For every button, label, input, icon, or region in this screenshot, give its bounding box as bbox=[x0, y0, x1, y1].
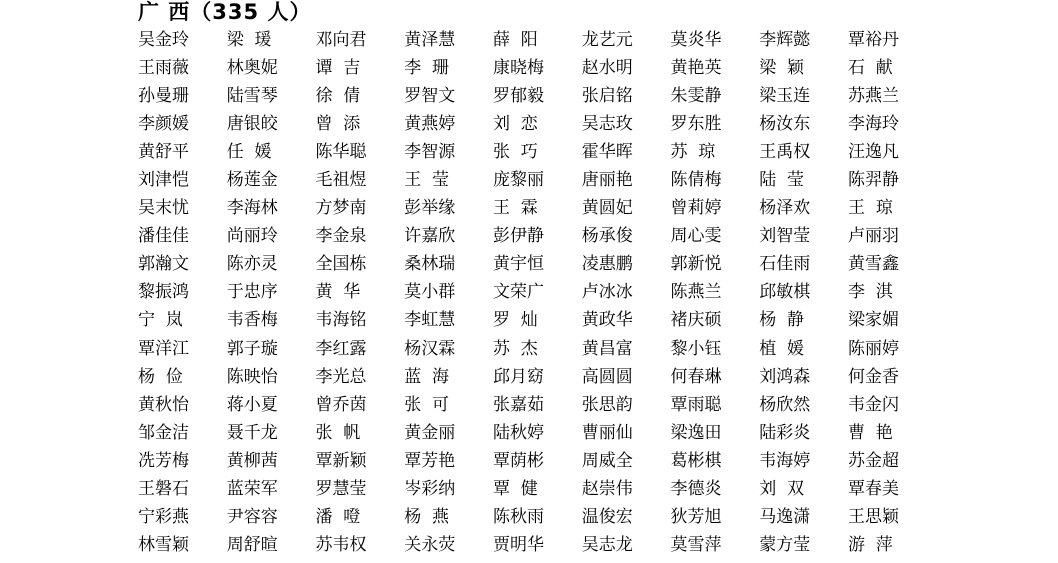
name-entry: 赵水明 bbox=[581, 58, 633, 79]
name-entry: 李虹慧 bbox=[404, 310, 456, 331]
name-entry: 罗郁毅 bbox=[493, 86, 544, 107]
name-entry: 梁 瑗 bbox=[226, 30, 272, 51]
name-entry: 陆雪琴 bbox=[226, 86, 278, 107]
name-entry: 覃裕丹 bbox=[848, 30, 899, 51]
name-entry: 康晓梅 bbox=[493, 58, 544, 79]
name-entry: 梁家媚 bbox=[848, 310, 899, 331]
name-entry: 黄泽慧 bbox=[404, 30, 456, 51]
name-entry: 方梦南 bbox=[315, 198, 367, 219]
name-entry: 邓向君 bbox=[315, 30, 367, 51]
name-entry: 孙曼珊 bbox=[138, 86, 189, 107]
name-entry: 王磐石 bbox=[138, 478, 189, 499]
name-entry: 凌惠鹏 bbox=[581, 254, 633, 275]
name-entry: 全国栋 bbox=[315, 254, 367, 275]
name-entry: 张 帆 bbox=[315, 422, 361, 443]
name-entry: 韦海婷 bbox=[759, 450, 811, 471]
name-entry: 覃 健 bbox=[493, 478, 538, 499]
name-entry: 高圆圆 bbox=[581, 366, 633, 387]
name-entry: 吴金玲 bbox=[138, 30, 189, 51]
name-entry: 关永荧 bbox=[404, 534, 456, 555]
name-entry: 覃荫彬 bbox=[493, 450, 544, 471]
name-entry: 苏金超 bbox=[848, 450, 899, 471]
name-entry: 李海玲 bbox=[848, 114, 899, 135]
name-entry: 李智源 bbox=[404, 142, 456, 163]
name-entry: 杨 燕 bbox=[404, 506, 450, 527]
name-entry: 曾 添 bbox=[315, 114, 361, 135]
name-entry: 石 献 bbox=[848, 58, 893, 79]
name-entry: 杨承俊 bbox=[581, 226, 633, 247]
name-entry: 吴末忧 bbox=[138, 198, 189, 219]
name-entry: 曾莉婷 bbox=[670, 198, 722, 219]
name-entry: 游 萍 bbox=[848, 534, 893, 555]
name-entry: 莫小群 bbox=[404, 282, 456, 303]
name-entry: 黄金丽 bbox=[404, 422, 456, 443]
name-entry: 桑林瑞 bbox=[404, 254, 456, 275]
name-entry: 龙艺元 bbox=[581, 30, 633, 51]
name-entry: 陈华聪 bbox=[315, 142, 367, 163]
name-entry: 林雪颖 bbox=[138, 534, 189, 555]
name-entry: 狄芳旭 bbox=[670, 506, 722, 527]
name-entry: 吴志龙 bbox=[581, 534, 633, 555]
name-entry: 卢冰冰 bbox=[581, 282, 633, 303]
name-entry: 黄雪鑫 bbox=[848, 254, 899, 275]
name-entry: 杨欣然 bbox=[759, 394, 811, 415]
name-entry: 潘佳佳 bbox=[138, 226, 189, 247]
name-entry: 郭新悦 bbox=[670, 254, 722, 275]
name-entry: 林奥妮 bbox=[226, 58, 278, 79]
name-entry: 韦金闪 bbox=[848, 394, 899, 415]
name-entry: 曹 艳 bbox=[848, 422, 893, 443]
name-entry: 曹丽仙 bbox=[581, 422, 633, 443]
name-entry: 覃洋江 bbox=[138, 338, 189, 359]
name-entry: 黄政华 bbox=[581, 310, 633, 331]
name-entry: 黄宇恒 bbox=[493, 254, 544, 275]
name-entry: 黄燕婷 bbox=[404, 114, 456, 135]
name-entry: 曾乔茵 bbox=[315, 394, 367, 415]
name-entry: 聂千龙 bbox=[226, 422, 278, 443]
name-entry: 李颜媛 bbox=[138, 114, 189, 135]
name-entry: 周心雯 bbox=[670, 226, 722, 247]
name-entry: 何金香 bbox=[848, 366, 899, 387]
name-entry: 罗 灿 bbox=[493, 310, 538, 331]
name-entry: 陈羿静 bbox=[848, 170, 899, 191]
name-entry: 邱月窈 bbox=[493, 366, 544, 387]
name-entry: 黎小钰 bbox=[670, 338, 722, 359]
name-entry: 李 淇 bbox=[848, 282, 893, 303]
name-entry: 韦海铭 bbox=[315, 310, 367, 331]
name-entry: 黄柳茜 bbox=[226, 450, 278, 471]
name-entry: 宁 岚 bbox=[138, 310, 183, 331]
name-entry: 陈倩梅 bbox=[670, 170, 722, 191]
name-entry: 唐银皎 bbox=[226, 114, 278, 135]
name-entry: 覃芳艳 bbox=[404, 450, 456, 471]
name-entry: 张 巧 bbox=[493, 142, 538, 163]
name-entry: 陆彩炎 bbox=[759, 422, 811, 443]
section-heading: 广 西（335 人） bbox=[138, 0, 312, 24]
name-entry: 莫雪萍 bbox=[670, 534, 722, 555]
name-entry: 杨泽欢 bbox=[759, 198, 811, 219]
name-entry: 霍华晖 bbox=[581, 142, 633, 163]
name-entry: 陈秋雨 bbox=[493, 506, 544, 527]
name-entry: 王禹权 bbox=[759, 142, 811, 163]
name-entry: 黎振鸿 bbox=[138, 282, 189, 303]
name-entry: 彭举缘 bbox=[404, 198, 456, 219]
name-entry: 彭伊静 bbox=[493, 226, 544, 247]
name-entry: 蒋小夏 bbox=[226, 394, 278, 415]
name-entry: 李光总 bbox=[315, 366, 367, 387]
name-entry: 唐丽艳 bbox=[581, 170, 633, 191]
name-entry: 郭瀚文 bbox=[138, 254, 189, 275]
name-entry: 王 琼 bbox=[848, 198, 893, 219]
name-entry: 庞黎丽 bbox=[493, 170, 544, 191]
name-entry: 李辉懿 bbox=[759, 30, 811, 51]
name-entry: 韦香梅 bbox=[226, 310, 278, 331]
name-entry: 蒙方莹 bbox=[759, 534, 811, 555]
name-entry: 黄昌富 bbox=[581, 338, 633, 359]
name-entry: 刘 恋 bbox=[493, 114, 538, 135]
name-entry: 岑彩纳 bbox=[404, 478, 456, 499]
name-entry: 杨 静 bbox=[759, 310, 805, 331]
name-entry: 宁彩燕 bbox=[138, 506, 189, 527]
name-entry: 葛彬棋 bbox=[670, 450, 722, 471]
name-entry: 郭子璇 bbox=[226, 338, 278, 359]
name-entry: 梁玉连 bbox=[759, 86, 811, 107]
name-entry: 苏韦权 bbox=[315, 534, 367, 555]
name-entry: 王 霖 bbox=[493, 198, 538, 219]
name-entry: 李德炎 bbox=[670, 478, 722, 499]
name-entry: 黄圆妃 bbox=[581, 198, 633, 219]
name-entry: 陈映怡 bbox=[226, 366, 278, 387]
name-entry: 李海林 bbox=[226, 198, 278, 219]
name-entry: 王雨薇 bbox=[138, 58, 189, 79]
name-entry: 罗东胜 bbox=[670, 114, 722, 135]
names-grid bbox=[138, 26, 918, 559]
name-entry: 陆秋婷 bbox=[493, 422, 544, 443]
name-entry: 谭 吉 bbox=[315, 58, 361, 79]
name-entry: 卢丽羽 bbox=[848, 226, 899, 247]
name-entry: 吴志玫 bbox=[581, 114, 633, 135]
name-entry: 覃雨聪 bbox=[670, 394, 722, 415]
name-entry: 何春琳 bbox=[670, 366, 722, 387]
name-entry: 薛 阳 bbox=[493, 30, 538, 51]
name-entry: 黄舒平 bbox=[138, 142, 189, 163]
name-entry: 贾明华 bbox=[493, 534, 544, 555]
name-entry: 石佳雨 bbox=[759, 254, 811, 275]
name-entry: 李红露 bbox=[315, 338, 367, 359]
name-entry: 汪逸凡 bbox=[848, 142, 899, 163]
name-entry: 张思韵 bbox=[581, 394, 633, 415]
name-entry: 梁逸田 bbox=[670, 422, 722, 443]
name-entry: 陈燕兰 bbox=[670, 282, 722, 303]
name-entry: 苏 琼 bbox=[670, 142, 716, 163]
name-entry: 文荣广 bbox=[493, 282, 544, 303]
name-entry: 于忠序 bbox=[226, 282, 278, 303]
name-entry: 温俊宏 bbox=[581, 506, 633, 527]
name-entry: 赵崇伟 bbox=[581, 478, 633, 499]
name-entry: 李 珊 bbox=[404, 58, 450, 79]
name-entry: 冼芳梅 bbox=[138, 450, 189, 471]
name-entry: 朱雯静 bbox=[670, 86, 722, 107]
name-entry: 毛祖煜 bbox=[315, 170, 367, 191]
name-entry: 刘津恺 bbox=[138, 170, 189, 191]
name-entry: 张 可 bbox=[404, 394, 450, 415]
name-entry: 刘鸿森 bbox=[759, 366, 811, 387]
name-entry: 李金泉 bbox=[315, 226, 367, 247]
name-entry: 罗慧莹 bbox=[315, 478, 367, 499]
name-entry: 许嘉欣 bbox=[404, 226, 456, 247]
name-entry: 周舒暄 bbox=[226, 534, 278, 555]
name-entry: 马逸潇 bbox=[759, 506, 811, 527]
name-entry: 尹容容 bbox=[226, 506, 278, 527]
name-entry: 刘 双 bbox=[759, 478, 805, 499]
name-entry: 黄秋怡 bbox=[138, 394, 189, 415]
name-entry: 任 媛 bbox=[226, 142, 272, 163]
name-entry: 刘智莹 bbox=[759, 226, 811, 247]
name-entry: 周威全 bbox=[581, 450, 633, 471]
name-entry: 邹金洁 bbox=[138, 422, 189, 443]
name-entry: 覃春美 bbox=[848, 478, 899, 499]
name-entry: 王 莹 bbox=[404, 170, 450, 191]
name-entry: 杨 俭 bbox=[138, 366, 183, 387]
name-entry: 植 媛 bbox=[759, 338, 805, 359]
name-entry: 杨汝东 bbox=[759, 114, 811, 135]
name-entry: 张嘉茹 bbox=[493, 394, 544, 415]
name-entry: 覃新颖 bbox=[315, 450, 367, 471]
name-entry: 杨莲金 bbox=[226, 170, 278, 191]
name-entry: 陆 莹 bbox=[759, 170, 805, 191]
name-entry: 陈亦灵 bbox=[226, 254, 278, 275]
name-entry: 徐 倩 bbox=[315, 86, 361, 107]
name-entry: 梁 颖 bbox=[759, 58, 805, 79]
name-entry: 蓝荣军 bbox=[226, 478, 278, 499]
name-entry: 尚丽玲 bbox=[226, 226, 278, 247]
name-entry: 黄 华 bbox=[315, 282, 361, 303]
name-entry: 苏燕兰 bbox=[848, 86, 899, 107]
name-entry: 莫炎华 bbox=[670, 30, 722, 51]
name-entry: 罗智文 bbox=[404, 86, 456, 107]
name-entry: 潘 噔 bbox=[315, 506, 361, 527]
name-entry: 张启铭 bbox=[581, 86, 633, 107]
name-entry: 褚庆硕 bbox=[670, 310, 722, 331]
name-entry: 王思颖 bbox=[848, 506, 899, 527]
name-entry: 蓝 海 bbox=[404, 366, 450, 387]
name-entry: 黄艳英 bbox=[670, 58, 722, 79]
name-entry: 陈丽婷 bbox=[848, 338, 899, 359]
name-entry: 杨汉霖 bbox=[404, 338, 456, 359]
name-entry: 邱敏棋 bbox=[759, 282, 811, 303]
name-entry: 苏 杰 bbox=[493, 338, 538, 359]
